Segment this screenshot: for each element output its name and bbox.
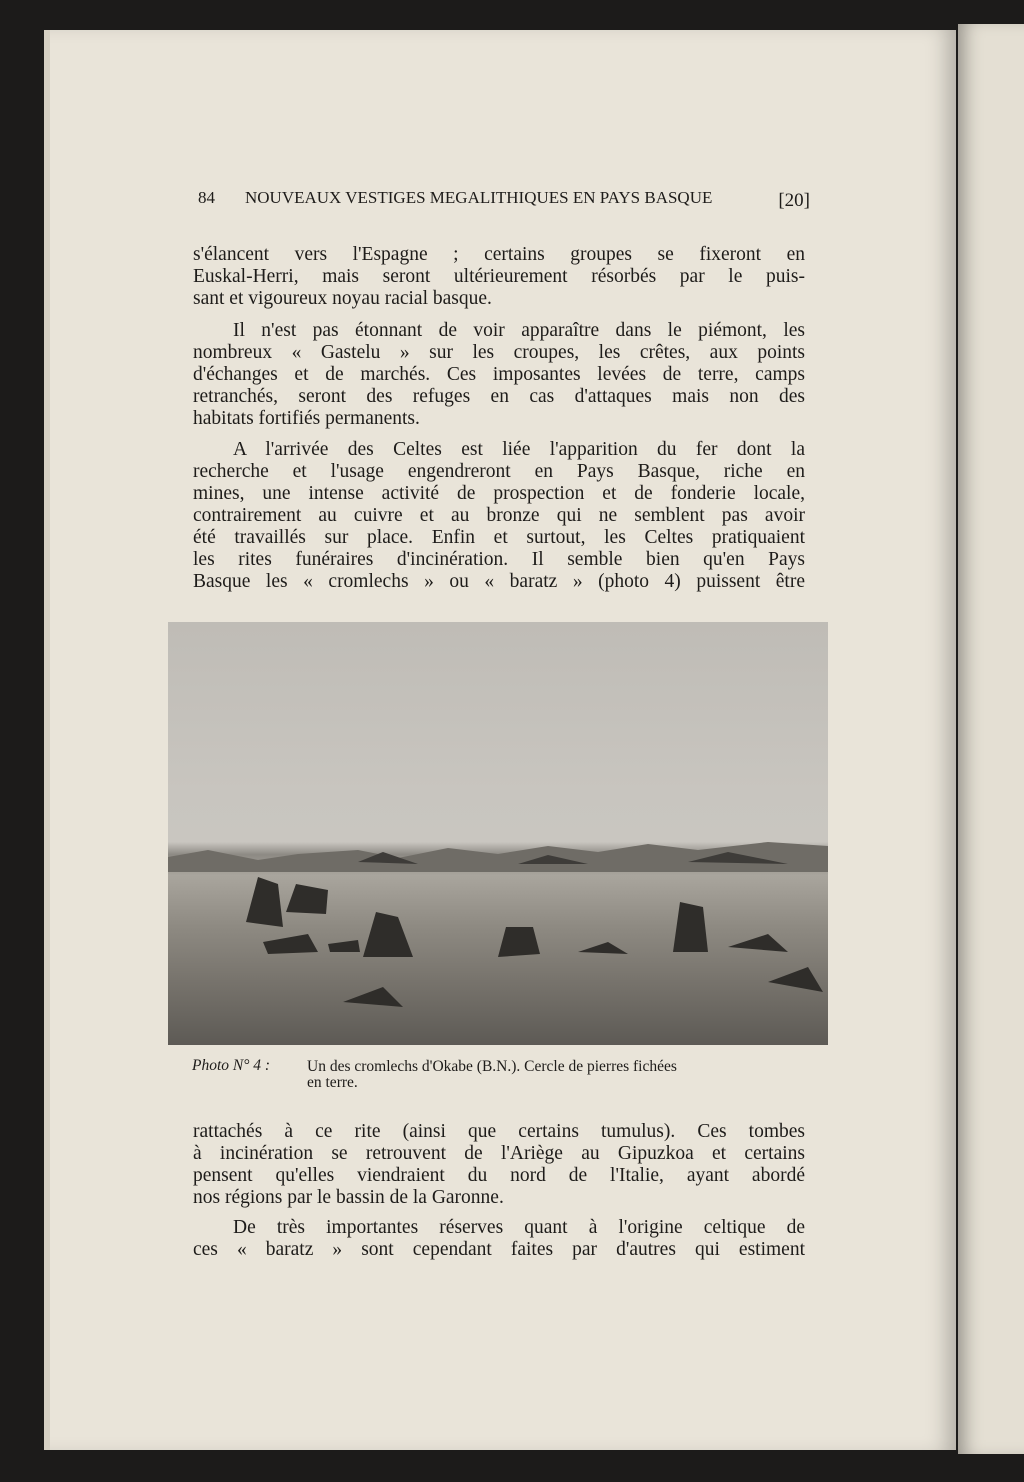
text-line: mines, une intense activité de prospection et de fonderie locale, — [193, 483, 805, 504]
text-line: à incinération se retrouvent de l'Ariège au Gipuzkoa et certains — [193, 1143, 805, 1164]
text-line: sant et vigoureux noyau racial basque. — [193, 288, 492, 309]
running-title: NOUVEAUX VESTIGES MEGALITHIQUES EN PAYS BASQUE — [245, 188, 713, 207]
section-number: [20] — [778, 190, 810, 211]
text-line: retranchés, seront des refuges en cas d'attaques mais non des — [193, 386, 805, 407]
text-line: nos régions par le bassin de la Garonne. — [193, 1187, 504, 1208]
text-line: recherche et l'usage engendreront en Pays Basque, riche en — [193, 461, 805, 482]
text-line: Il n'est pas étonnant de voir apparaître dans le piémont, les — [233, 320, 805, 341]
page-edge — [44, 30, 50, 1450]
text-line: pensent qu'elles viendraient du nord de l'Italie, ayant abordé — [193, 1165, 805, 1186]
text-line: rattachés à ce rite (ainsi que certains tumulus). Ces tombes — [193, 1121, 805, 1142]
text-line: habitats fortifiés permanents. — [193, 408, 420, 429]
caption-text: Un des cromlechs d'Okabe (B.N.). Cercle de pierres fichées — [307, 1058, 677, 1075]
text-line: A l'arrivée des Celtes est liée l'apparition du fer dont la — [233, 439, 805, 460]
text-line: d'échanges et de marchés. Ces imposantes levées de terre, camps — [193, 364, 805, 385]
text-line: les rites funéraires d'incinération. Il semble bien qu'en Pays — [193, 549, 805, 570]
text-line: été travaillés sur place. Enfin et surtout, les Celtes pratiquaient — [193, 527, 805, 548]
photo-cromlech — [168, 622, 828, 1045]
caption-label: Photo N° 4 : — [192, 1057, 271, 1074]
text-line: Basque les « cromlechs » ou « baratz » (photo 4) puissent être — [193, 571, 805, 592]
text-line: s'élancent vers l'Espagne ; certains groupes se fixeront en — [193, 244, 805, 265]
text-line: nombreux « Gastelu » sur les croupes, les crêtes, aux points — [193, 342, 805, 363]
text-line: Euskal-Herri, mais seront ultérieurement résorbés par le puis- — [193, 266, 805, 287]
text-line: ces « baratz » sont cependant faites par d'autres qui estiment — [193, 1239, 805, 1260]
landscape-image — [168, 622, 828, 1045]
caption-text: en terre. — [307, 1074, 358, 1091]
text-line: contrairement au cuivre et au bronze qui ne semblent pas avoir — [193, 505, 805, 526]
text-line: De très importantes réserves quant à l'origine celtique de — [233, 1217, 805, 1238]
page-number: 84 — [198, 188, 215, 207]
facing-page-edge — [958, 24, 1024, 1454]
